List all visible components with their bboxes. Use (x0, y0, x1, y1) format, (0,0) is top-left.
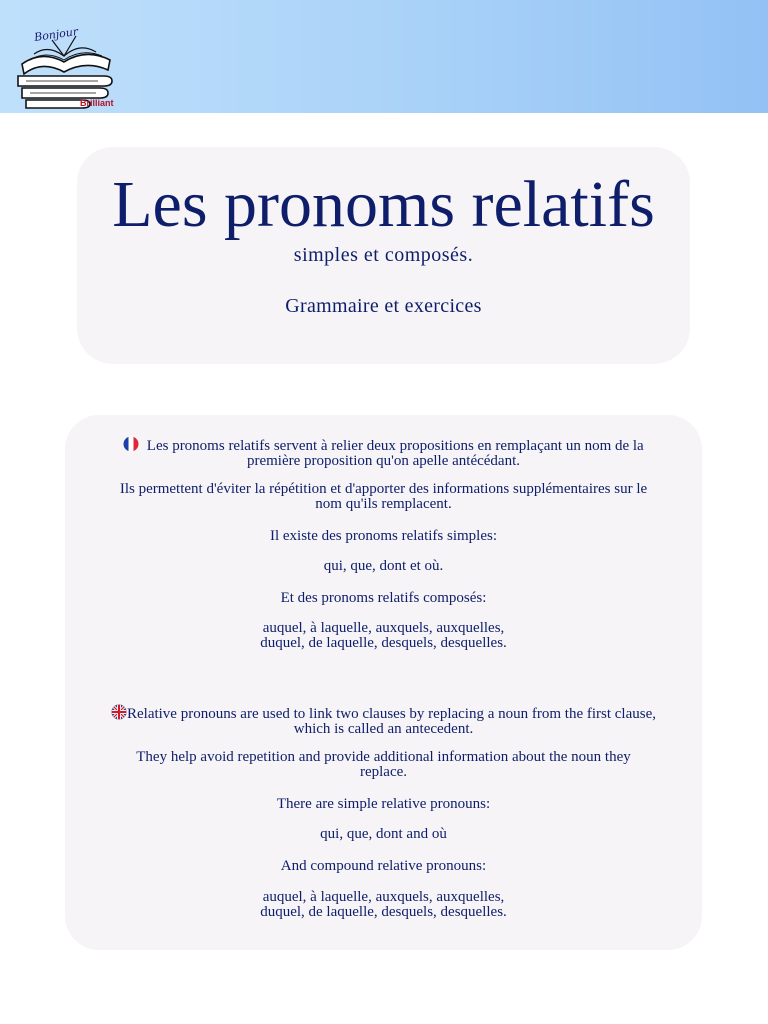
page-subtitle: simples et composés. (293, 244, 474, 266)
content-card (65, 415, 702, 950)
french-paragraph-5: Et des pronoms relatifs composés: (280, 590, 487, 606)
english-p6-line2: duquel, de laquelle, desquels, desquelles. (260, 904, 507, 920)
english-p2-line1: They help avoid repetition and provide additional information about the noun they (136, 749, 631, 765)
french-paragraph-3: Il existe des pronoms relatifs simples: (269, 528, 498, 544)
english-paragraph-6 (65, 890, 702, 920)
french-paragraph-4: qui, que, dont et où. (323, 558, 444, 574)
french-p6-line2: duquel, de laquelle, desquels, desquelles. (260, 635, 507, 651)
english-paragraph-4: qui, que, dont and où (320, 826, 447, 842)
page-title: Les pronoms relatifs (112, 168, 655, 241)
english-p1-line2: which is called an antecedent. (293, 721, 474, 737)
english-p6-line1: auquel, à laquelle, auxquels, auxquelles, (262, 889, 505, 905)
english-paragraph-2 (105, 750, 662, 780)
logo-script-text: Bonjour (33, 24, 79, 45)
english-p2-line2: replace. (359, 764, 408, 780)
french-p6-line1: auquel, à laquelle, auxquels, auxquelles, (262, 620, 505, 636)
page-subtitle-secondary: Grammaire et exercices (285, 295, 482, 317)
title-card (77, 147, 690, 364)
france-flag-icon (123, 436, 139, 452)
brand-logo[interactable] (12, 26, 122, 112)
french-p1-line2: première proposition qu'on apelle antécédant. (246, 453, 521, 469)
english-paragraph-5: And compound relative pronouns: (280, 858, 487, 874)
french-paragraph-2 (65, 482, 702, 512)
french-paragraph-6 (65, 621, 702, 651)
uk-flag-icon (111, 704, 127, 720)
french-p2-line2: nom qu'ils remplacent. (315, 496, 452, 512)
french-paragraph-1 (65, 436, 702, 469)
logo-brand-text: Brilliant (80, 98, 114, 108)
english-p1-line1: Relative pronouns are used to link two clauses by replacing a noun from the first clause, (126, 706, 657, 722)
french-p1-line1: Les pronoms relatifs servent à relier deux propositions en remplaçant un nom de la (146, 438, 644, 454)
english-paragraph-3: There are simple relative pronouns: (276, 796, 491, 812)
french-p2-line1: Ils permettent d'éviter la répétition et d'apporter des informations supplémentaires sur le (119, 481, 648, 497)
english-paragraph-1 (65, 704, 702, 737)
